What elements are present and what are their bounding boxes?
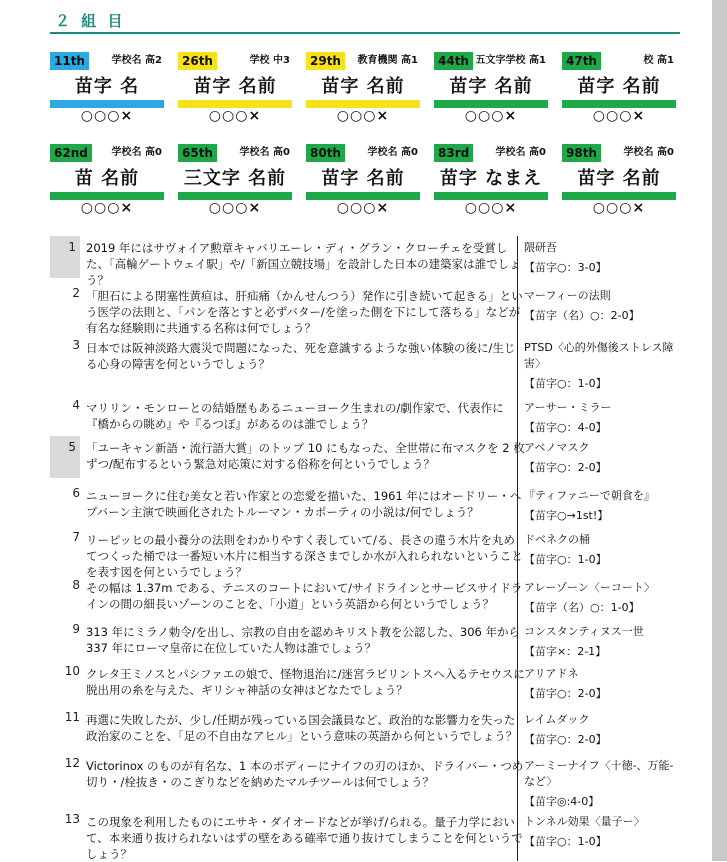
player-school: 学校名 高0 [367,147,418,158]
answer-text: トンネル効果〈量子ー〉 [524,815,645,828]
player-card [562,52,676,130]
player-card [178,144,292,222]
question-text: 2019 年にはサヴォイア勲章キャバリエーレ・ディ・グラン・クローチェを受賞した、「高輪ゲートウェイ駅」や/「新国立競技場」を設計した日本の建築家は誰でしょう？ [86,241,521,287]
player-score: ○○○× [464,200,518,216]
player-card [50,52,164,130]
answer-result: 【苗字（名）○：2-0】 [524,309,640,322]
answer-text: アリアドネ [524,667,579,680]
player-name: 苗 名前 [74,168,140,189]
player-rank: 26th [178,52,217,70]
answer-result: 【苗字○→1st!】 [524,509,609,522]
player-school: 学校名 高2 [111,55,162,66]
player-rank: 62nd [50,144,92,162]
player-rank: 29th [306,52,345,70]
player-color-bar [562,100,676,108]
answer-text: ドベネクの桶 [524,533,590,546]
question-number: 13 [64,812,80,826]
player-name: 苗字 名前 [577,76,661,97]
player-name: 苗字 名前 [321,168,405,189]
title-rule [50,32,680,34]
question-number: 12 [64,756,80,770]
player-card [434,144,548,222]
question-number: 3 [72,338,80,352]
player-color-bar [306,100,420,108]
player-color-bar [178,100,292,108]
player-score: ○○○× [464,108,518,124]
player-school: 学校名 高0 [111,147,162,158]
player-score: ○○○× [336,108,390,124]
player-school: 学校名 高0 [239,147,290,158]
player-school: 学校名 高0 [495,147,546,158]
question-text: クレタ王ミノスとパシファエの娘で、怪物退治に/迷宮ラビリントスへ入るテセウスに脱出用の糸を与えた、ギリシャ神話の女神はどなたでしょう？ [86,667,525,697]
player-name: 苗字 名前 [449,76,533,97]
question-text: 「胆石による閉塞性黄疸は、肝疝痛（かんせんつう）発作に引き続いて起きる」という医学の法則と、「パンを落とすと必ずバター/を塗った側を下にして落ちる」などが有名な経験則に共通する名称は何でしょう？ [86,289,523,335]
question-number: 6 [72,486,80,500]
player-color-bar [50,100,164,108]
player-name: 苗字 名前 [577,168,661,189]
answer-result: 【苗字○：1-0】 [524,377,607,390]
question-text: 再選に失敗したが、少し/任期が残っている国会議員など、政治的な影響力を失った政治家のことを、「足の不自由なアヒル」という意味の英語から何というでしょう？ [86,713,518,743]
answer-result: 【苗字◎:4-0】 [524,795,600,808]
answer-result: 【苗字○：1-0】 [524,553,607,566]
player-name: 苗字 名前 [193,76,277,97]
question-number: 4 [72,398,80,412]
question-number: 9 [72,622,80,636]
answer-result: 【苗字○：1-0】 [524,835,607,848]
player-score: ○○○× [208,108,262,124]
player-rank: 83rd [434,144,473,162]
player-score: ○○○× [80,108,134,124]
player-school: 学校 中3 [249,55,290,66]
answer-text: アベノマスク [524,441,590,454]
player-card [562,144,676,222]
player-card [434,52,548,130]
player-color-bar [306,192,420,200]
player-card [50,144,164,222]
player-name: 苗字 なまえ [439,168,543,189]
player-rank: 44th [434,52,473,70]
player-card [178,52,292,130]
player-rank: 11th [50,52,89,70]
player-school: 教育機関 高1 [357,55,418,66]
answer-text: マーフィーの法則 [524,289,611,302]
player-score: ○○○× [592,200,646,216]
answer-result: 【苗字○：3-0】 [524,261,607,274]
question-text: ニューヨークに住む美女と若い作家との恋愛を描いた、1961 年にはオードリー・ヘプバーン主演で映画化されたトルーマン・カポーティの小説は/何でしょう？ [86,489,522,519]
answer-text: レイムダック [524,713,590,726]
question-text: この現象を利用したものにエサキ・ダイオードなどが挙げ/られる。量子力学において、本来通り抜けられないはずの壁をある確率で通り抜けてしまうことを何というでしょう？ [86,815,523,861]
answer-text: 『ティファニーで朝食を』 [524,489,655,502]
question-text: Victorinox のものが有名な、1 本のボディーにナイフの刃のほか、ドライバー・つめ切り・/栓抜き・のこぎりなどを納めたマルチツールは何でしょう？ [86,759,524,789]
player-rank: 47th [562,52,601,70]
player-name: 苗字 名 [74,76,140,97]
answer-result: 【苗字（名）○：1-0】 [524,601,640,614]
answer-text: 隈研吾 [524,241,557,254]
question-number: 10 [64,664,80,678]
player-color-bar [434,192,548,200]
answer-text: アレーゾーン〈ーコート〉 [524,581,655,594]
answer-text: コンスタンティヌス一世 [524,625,644,638]
player-color-bar [178,192,292,200]
player-score: ○○○× [80,200,134,216]
player-color-bar [434,100,548,108]
player-score: ○○○× [208,200,262,216]
answer-result: 【苗字×：2-1】 [524,645,607,658]
question-text: 313 年にミラノ勅令/を出し、宗教の自由を認めキリスト教を公認した、306 年から 337 年にローマ皇帝に在位していた人物は誰でしょう？ [86,625,521,655]
player-card [306,144,420,222]
question-text: 日本では阪神淡路大震災で問題になった、死を意識するような強い体験の後に/生じる心身の障害を何というでしょう？ [86,341,516,371]
player-rank: 98th [562,144,601,162]
answer-result: 【苗字○：2-0】 [524,733,607,746]
answer-result: 【苗字○：2-0】 [524,687,607,700]
player-school: 校 高1 [643,55,674,66]
question-text: マリリン・モンローとの結婚歴もあるニューヨーク生まれの/劇作家で、代表作に『橋からの眺め』や『るつぼ』があるのは誰でしょう？ [86,401,504,431]
question-text: その幅は 1.37m である、テニスのコートにおいて/サイドラインとサービスサイドラインの間の細長いゾーンのことを、「小道」という英語から何というでしょう？ [86,581,523,611]
answer-text: PTSD〈心的外傷後ストレス障害〉 [524,341,674,370]
player-score: ○○○× [592,108,646,124]
question-text: リービッヒの最小養分の法則をわかりやすく表していて/る、長さの違う木片を丸めてつくった桶では一番短い木片に相当する深さまでしか水が入れられないということを表す図を何というでしょう？ [86,533,523,579]
player-name: 苗字 名前 [321,76,405,97]
player-school: 五文字学校 高1 [475,55,546,66]
question-number: 2 [72,286,80,300]
question-number: 1 [50,236,80,278]
player-color-bar [50,192,164,200]
question-number: 8 [72,578,80,592]
player-card [306,52,420,130]
answer-text: アーミーナイフ〈十徳-、万能-など〉 [524,759,674,788]
player-score: ○○○× [336,200,390,216]
round-title: ２ 組 目 [55,12,126,30]
player-school: 学校名 高0 [623,147,674,158]
answer-result: 【苗字○：2-0】 [524,461,607,474]
player-name: 三文字 名前 [183,168,287,189]
question-number: 5 [50,436,80,478]
player-color-bar [562,192,676,200]
answer-text: アーサー・ミラー [524,401,612,414]
player-rank: 80th [306,144,345,162]
question-number: 7 [72,530,80,544]
page-edge [712,0,727,861]
player-rank: 65th [178,144,217,162]
question-number: 11 [64,710,80,724]
question-text: 「ユーキャン新語・流行語大賞」のトップ 10 にもなった、全世帯に布マスクを 2 枚ずつ/配布するという緊急対応策に対する俗称を何というでしょう？ [86,441,525,471]
answer-result: 【苗字○：4-0】 [524,421,607,434]
